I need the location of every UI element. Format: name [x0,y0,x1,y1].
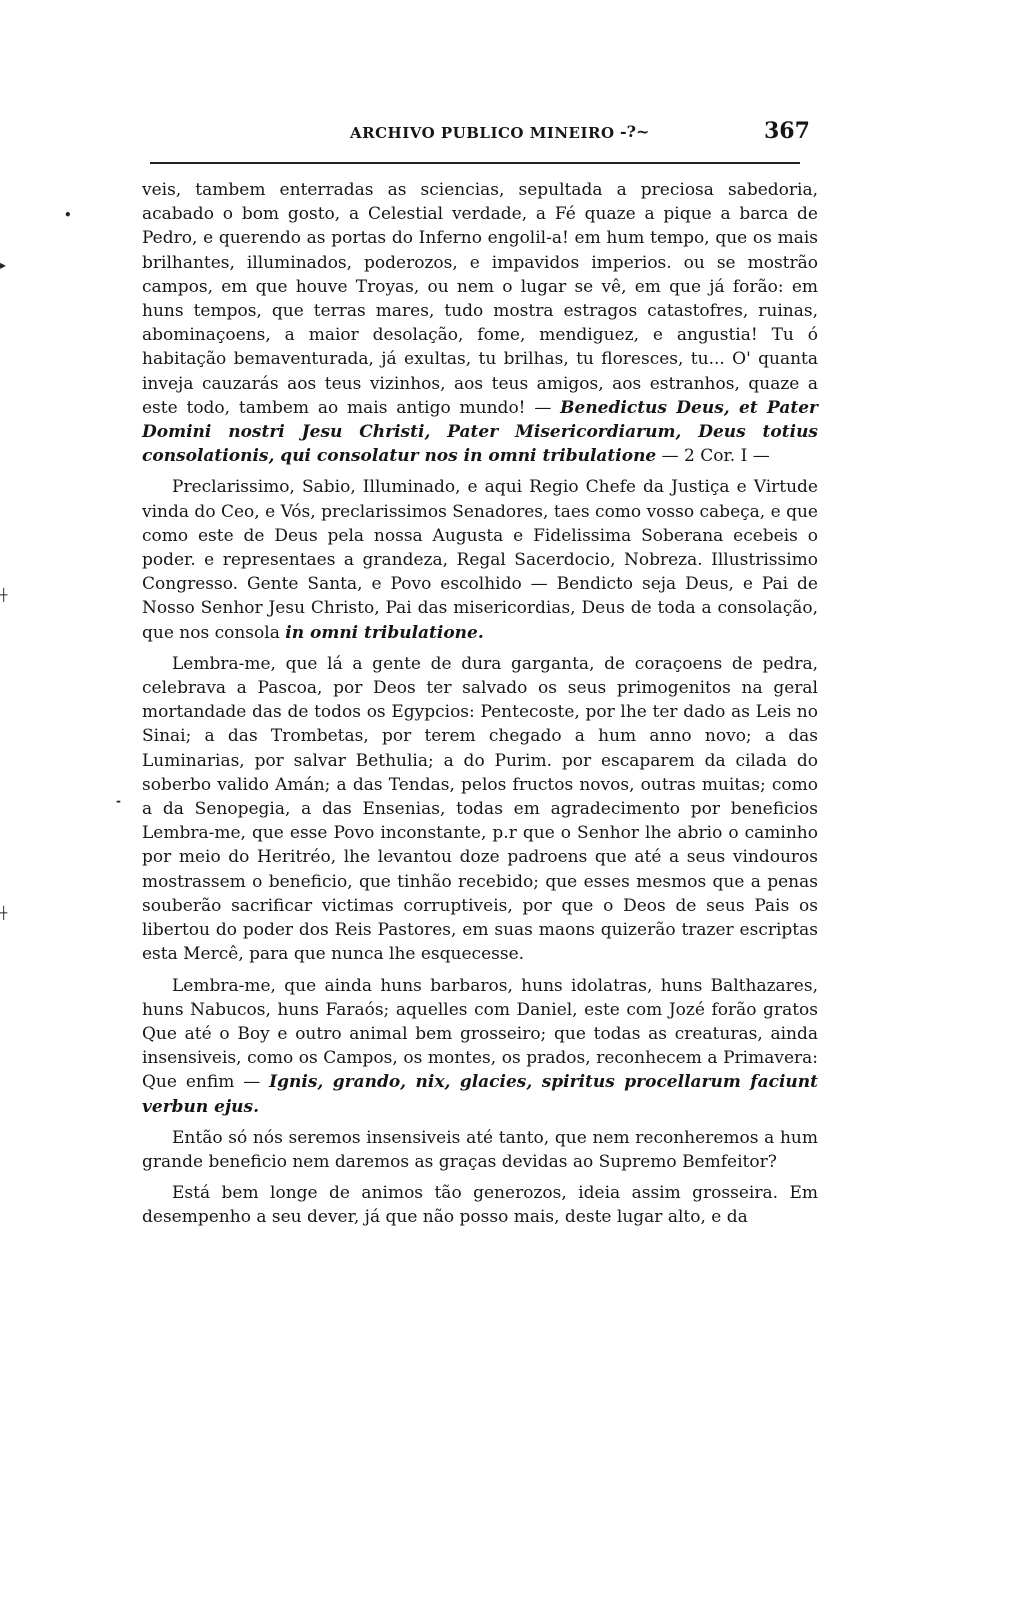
running-title: ARCHIVO PUBLICO MINEIRO [350,124,615,142]
text-segment: Então só nós seremos insensiveis até tanto, que nem reconheremos a hum grande beneficio nem daremos as graças devidas ao Supremo Bemfeitor? [142,1127,818,1172]
text-segment: Lembra-me, que ainda huns barbaros, huns idolatras, huns Balthazares, huns Nabucos, huns Faraós; aquelles com Daniel, este com Jozé forão gratos Que até o Boy e outro animal bem grosseiro; que todas as creaturas, ainda insensiveis, como os Campos, os montes, os prados, reconhecem a Primavera: Que enfim — [142,975,818,1093]
running-header [150,118,810,148]
paragraph [142,974,818,1119]
latin-quotation: in omni tribulatione. [285,622,484,643]
text-segment: Lembra-me, que lá a gente de dura garganta, de coraçoens de pedra, celebrava a Pascoa, por Deos ter salvado os seus primogenitos na geral mortandade das de todos os Egypcios: Pentecoste, por lhe ter dado as Leis no Sinai; a das Trombetas, por terem chegado a hum anno novo; a das Luminarias, por salvar Bethulia; a do Purim. por escaparem da cilada do soberbo valido Amán; a das Tendas, pelos fructos novos, outras muitas; como a da Senopegia, a das Ensenias, todas em agradecimento por beneficios Lembra-me, que esse Povo inconstante, p.r que o Senhor lhe abrio o caminho por meio do Heritréo, lhe levantou doze padroens que até a seus vindouros mostrassem o beneficio, que tinhão recebido; que esses mesmos que a penas souberão sacrificar victimas corruptiveis, por que o Deos de seus Pais os libertou do poder dos Reis Pastores, em suas maons quizerão trazer escriptas esta Mercê, para que nunca lhe esquecesse. [142,653,818,965]
text-segment: — 2 Cor. I — [656,446,770,467]
paragraph [142,652,818,967]
paragraph [142,475,818,644]
margin-tick: ┼ [0,588,8,602]
margin-bullet: • [64,208,72,222]
text-segment: Preclarissimo, Sabio, Illuminado, e aqui Regio Chefe da Justiça e Virtude vinda do Ceo, e Vós, preclarissimos Senadores, taes como vosso cabeça, e que como este de Deus pela nossa Augusta e Fidelissima Soberana ecebeis o poder. e representaes a grandeza, Regal Sacerdocio, Nobreza. Illustrissimo Congresso. Gente Santa, e Povo escolhido — Bendicto seja Deus, e Pai de Nosso Senhor Jesu Christo, Pai das misericordias, Deus de toda a consolação, que nos consola [142,477,818,643]
paragraph [142,1181,818,1229]
body-text [142,178,818,1237]
text-segment: veis, tambem enterradas as sciencias, sepultada a preciosa sabedoria, acabado o bom gosto, a Celestial verdade, a Fé quaze a pique a barca de Pedro, e querendo as portas do Inferno engolil-a! em hum tempo, que os mais brilhantes, illuminados, poderozos, e impavidos imperios. ou se mostrão campos, em que houve Troyas, ou nem o lugar se vê, em que já forão: em huns tempos, que terras mares, tudo mostra estragos catastofres, ruinas, abominaçoens, a maior desolação, fome, mendiguez, e angustia! Tu ó habitação bemaventurada, já exultas, tu brilhas, tu floresces, tu... O' quanta inveja cauzarás aos teus vizinhos, aos teus amigos, aos estranhos, quaze a este todo, tambem ao mais antigo mundo! — [142,180,818,418]
margin-tick: ▸ [0,258,7,272]
text-segment: Está bem longe de animos tão generozos, ideia assim grosseira. Em desempenho a seu dever, já que não posso mais, deste lugar alto, e da [142,1183,818,1228]
header-rule [150,162,800,164]
paragraph [142,1126,818,1174]
latin-quotation: Ignis, grando, nix, glacies, spiritus procellarum faciunt verbun ejus. [142,1072,818,1117]
latin-quotation: Benedictus Deus, et Pater Domini nostri Jesu Christi, Pater Misericordiarum, Deus totius consolationis, qui consolatur nos in omni tribulatione [142,397,819,467]
header-ornament: -?~ [620,122,650,141]
margin-dash: - [116,794,121,808]
page-number: 367 [764,118,810,144]
paragraph [142,178,818,468]
margin-tick: ┼ [0,906,8,920]
